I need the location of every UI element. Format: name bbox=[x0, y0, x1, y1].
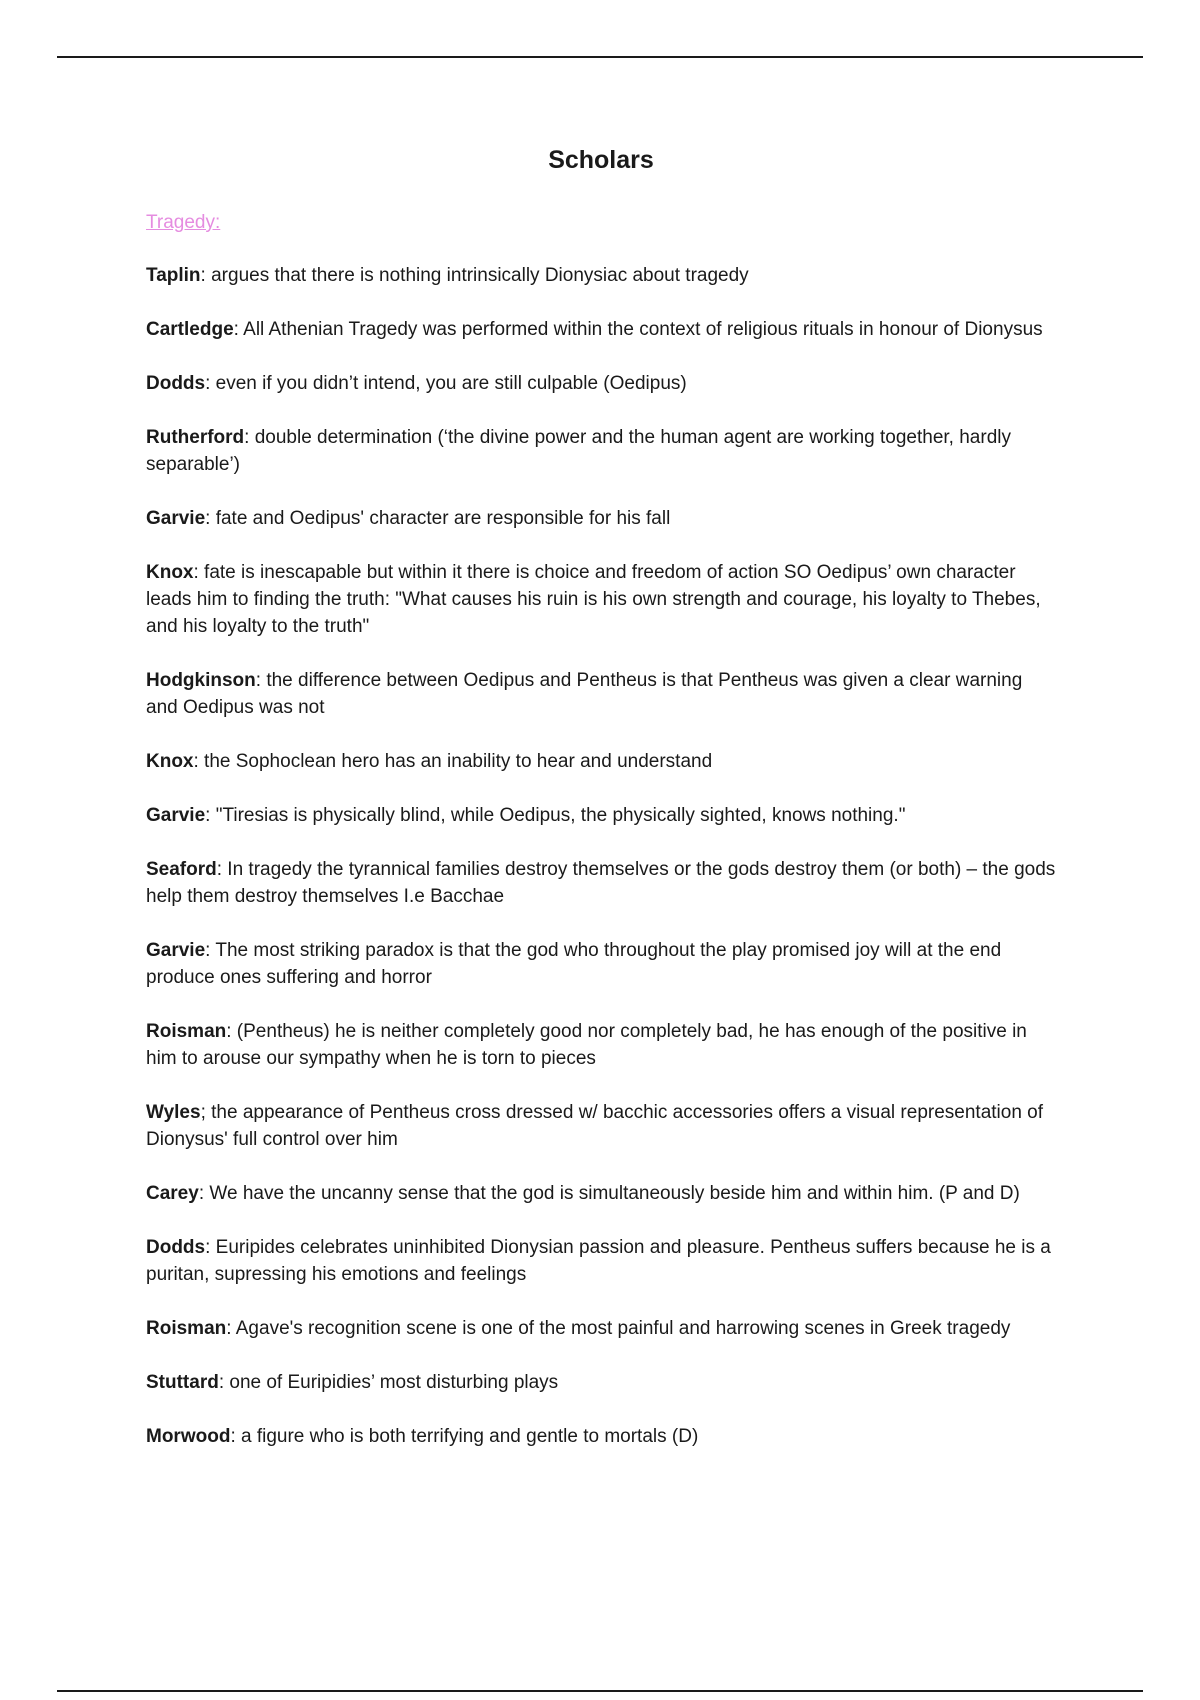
scholar-name: Knox bbox=[146, 751, 194, 772]
scholar-quote: "Tiresias is physically blind, while Oedipus, the physically sighted, knows nothing." bbox=[210, 805, 906, 826]
scholar-entry bbox=[146, 505, 1056, 532]
scholar-entry bbox=[146, 316, 1056, 343]
scholar-quote: Euripides celebrates uninhibited Dionysian passion and pleasure. Pentheus suffers because he is a puritan, supressing his emotions and feelings bbox=[146, 1237, 1051, 1285]
scholar-quote: fate is inescapable but within it there is choice and freedom of action SO Oedipus’ own character leads him to finding the truth: "What causes his ruin is his own strength and courage, his loyalty to Thebes, and his loyalty to the truth" bbox=[146, 562, 1041, 637]
scholar-entry bbox=[146, 1180, 1056, 1207]
scholar-name: Garvie bbox=[146, 508, 206, 529]
scholar-name: Stuttard bbox=[146, 1372, 219, 1393]
scholar-quote: Agave's recognition scene is one of the most painful and harrowing scenes in Greek tragedy bbox=[231, 1318, 1011, 1339]
separator: : bbox=[193, 751, 199, 772]
scholar-entry bbox=[146, 802, 1056, 829]
scholar-quote: one of Euripidies’ most disturbing plays bbox=[224, 1372, 559, 1393]
scholar-quote: argues that there is nothing intrinsically Dionysiac about tragedy bbox=[205, 265, 749, 286]
scholar-entry bbox=[146, 1018, 1056, 1072]
scholar-entry bbox=[146, 856, 1056, 910]
scholar-entry bbox=[146, 1234, 1056, 1288]
separator: ; bbox=[200, 1102, 206, 1123]
separator: : bbox=[226, 1318, 232, 1339]
separator: : bbox=[193, 562, 199, 583]
scholar-quote: All Athenian Tragedy was performed within the context of religious rituals in honour of Dionysus bbox=[238, 319, 1043, 340]
scholar-quote: The most striking paradox is that the god who throughout the play promised joy will at the end produce ones suffering and horror bbox=[146, 940, 1002, 988]
separator: : bbox=[255, 670, 262, 691]
scholar-name: Morwood bbox=[146, 1426, 231, 1447]
separator: : bbox=[230, 1426, 236, 1447]
scholar-quote: even if you didn’t intend, you are still culpable (Oedipus) bbox=[210, 373, 687, 394]
scholar-entry bbox=[146, 1099, 1056, 1153]
separator: : bbox=[205, 373, 211, 394]
separator: : bbox=[226, 1021, 232, 1042]
scholar-name: Garvie bbox=[146, 805, 206, 826]
top-rule bbox=[57, 56, 1143, 58]
scholar-entry bbox=[146, 262, 1056, 289]
scholar-quote: the difference between Oedipus and Pentheus is that Pentheus was given a clear warning and Oedipus was not bbox=[146, 670, 1023, 718]
scholar-name: Carey bbox=[146, 1183, 199, 1204]
scholar-entry bbox=[146, 937, 1056, 991]
scholar-quote: In tragedy the tyrannical families destroy themselves or the gods destroy them (or both) – the gods help them destroy themselves I.e Bacchae bbox=[146, 859, 1056, 907]
scholar-name: Taplin bbox=[146, 265, 201, 286]
separator: : bbox=[205, 805, 211, 826]
scholar-entry bbox=[146, 559, 1056, 640]
scholar-entry bbox=[146, 748, 1056, 775]
scholar-entry bbox=[146, 424, 1056, 478]
scholar-name: Roisman bbox=[146, 1318, 227, 1339]
scholar-quote: fate and Oedipus' character are responsible for his fall bbox=[210, 508, 671, 529]
scholar-name: Hodgkinson bbox=[146, 670, 256, 691]
separator: : bbox=[233, 319, 239, 340]
scholar-entry bbox=[146, 370, 1056, 397]
scholar-entry bbox=[146, 1315, 1056, 1342]
scholar-quote: the Sophoclean hero has an inability to hear and understand bbox=[198, 751, 713, 772]
separator: : bbox=[205, 1237, 211, 1258]
scholar-entry bbox=[146, 1423, 1056, 1450]
section-heading-tragedy: Tragedy: bbox=[146, 212, 221, 233]
scholar-quote: a figure who is both terrifying and gentle to mortals (D) bbox=[235, 1426, 699, 1447]
page-title: Scholars bbox=[548, 146, 654, 174]
bottom-rule bbox=[57, 1690, 1143, 1692]
separator: : bbox=[205, 508, 211, 529]
scholar-entry bbox=[146, 667, 1056, 721]
scholar-name: Garvie bbox=[146, 940, 206, 961]
scholar-name: Dodds bbox=[146, 1237, 206, 1258]
separator: : bbox=[200, 265, 206, 286]
scholar-quote: (Pentheus) he is neither completely good nor completely bad, he has enough of the positive in him to arouse our sympathy when he is torn to pieces bbox=[146, 1021, 1027, 1069]
scholar-quote: the appearance of Pentheus cross dressed w/ bacchic accessories offers a visual representation of Dionysus' full control over him bbox=[146, 1102, 1044, 1150]
scholar-quote: We have the uncanny sense that the god is simultaneously beside him and within him. (P and D) bbox=[204, 1183, 1020, 1204]
separator: : bbox=[244, 427, 250, 448]
separator: : bbox=[205, 940, 211, 961]
scholar-name: Knox bbox=[146, 562, 194, 583]
scholar-name: Wyles bbox=[146, 1102, 201, 1123]
scholar-name: Cartledge bbox=[146, 319, 234, 340]
scholar-entry bbox=[146, 1369, 1056, 1396]
separator: : bbox=[216, 859, 223, 880]
scholar-quote: double determination (‘the divine power and the human agent are working together, hardly separable’) bbox=[146, 427, 1011, 475]
separator: : bbox=[218, 1372, 225, 1393]
scholar-name: Seaford bbox=[146, 859, 217, 880]
scholar-list bbox=[146, 262, 1056, 1477]
scholar-name: Roisman bbox=[146, 1021, 227, 1042]
scholar-name: Rutherford bbox=[146, 427, 245, 448]
separator: : bbox=[198, 1183, 205, 1204]
scholar-name: Dodds bbox=[146, 373, 206, 394]
